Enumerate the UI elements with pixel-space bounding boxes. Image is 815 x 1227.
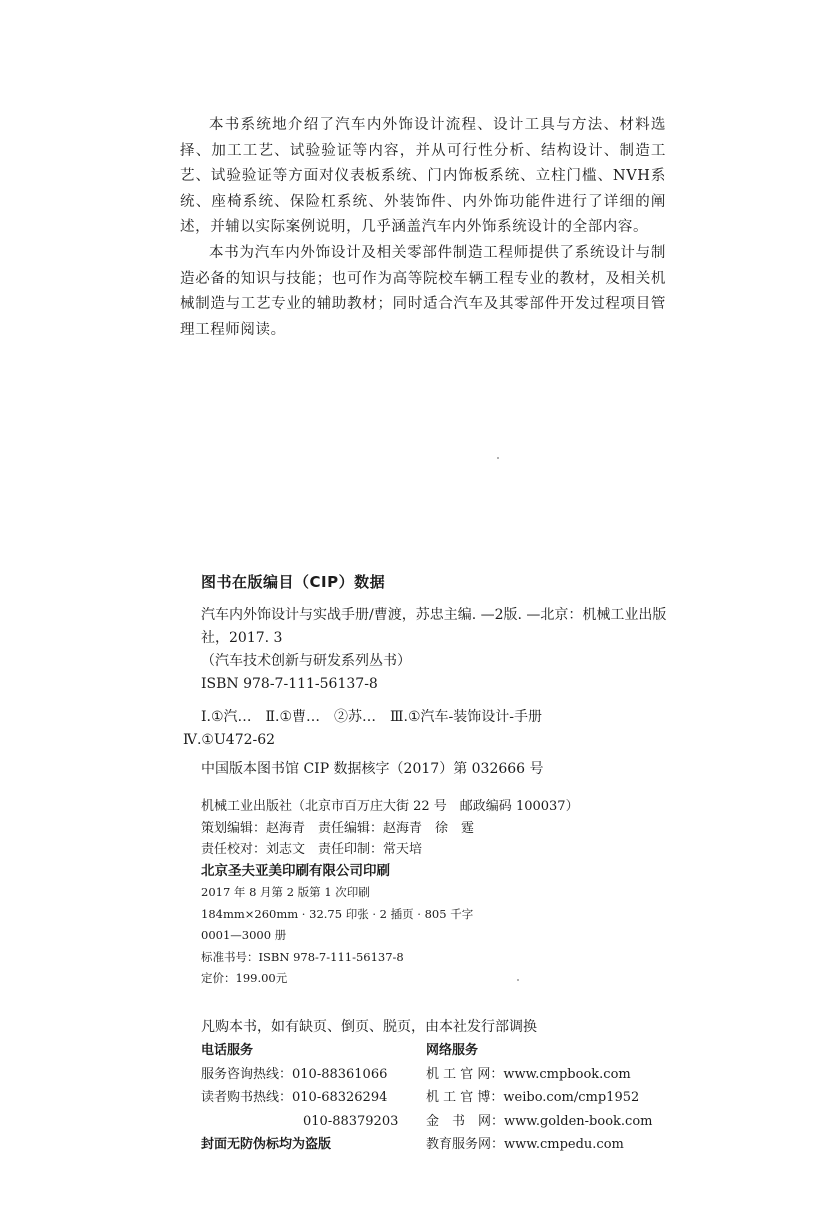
- anti-piracy-notice: 封面无防伪标均为盗版: [201, 1137, 332, 1152]
- cip-classification-1: Ⅰ.①汽… Ⅱ.①曹… ②苏… Ⅲ.①汽车-装饰设计-手册: [201, 709, 543, 725]
- web-service-heading: 网络服务: [426, 1043, 479, 1058]
- cip-heading: 图书在版编目（CIP）数据: [201, 573, 386, 591]
- editors-line: 策划编辑：赵海青 责任编辑：赵海青 徐 霆: [201, 820, 475, 836]
- cip-series: （汽车技术创新与研发系列丛书）: [201, 653, 411, 669]
- price-line: 定价：199.00元: [201, 971, 288, 985]
- cip-record-number: 中国版本图书馆 CIP 数据核字（2017）第 032666 号: [201, 761, 544, 777]
- format-line: 184mm×260mm · 32.75 印张 · 2 插页 · 805 千字: [201, 906, 474, 921]
- scan-speck: [497, 457, 499, 459]
- cip-data-block: [183, 604, 667, 781]
- official-weibo: 机 工 官 博：weibo.com/cmp1952: [426, 1090, 640, 1105]
- publication-details: [201, 796, 579, 990]
- purchase-hotline-2: 010-88379203: [303, 1113, 399, 1129]
- replacement-notice: 凡购本书，如有缺页、倒页、脱页，由本社发行部调换: [201, 1019, 537, 1035]
- copies-line: 0001—3000 册: [201, 928, 287, 942]
- web-service-column: [426, 1039, 652, 1157]
- publisher-line: 机械工业出版社（北京市百万庄大街 22 号 邮政编码 100037）: [201, 799, 579, 814]
- purchase-hotline: 读者购书热线：010-68326294: [201, 1090, 388, 1105]
- education-service-site: 教育服务网：www.cmpedu.com: [426, 1137, 624, 1152]
- intro-paragraph-2: 本书为汽车内外饰设计及相关零部件制造工程师提供了系统设计与制造必备的知识与技能；也可作为高等院校车辆工程专业的教材，及相关机械制造与工艺专业的辅助教材；同时适合汽车及其零部件开发过程项目管理工程师阅读。: [180, 244, 666, 338]
- proofreader-line: 责任校对：刘志文 责任印制：常天培: [201, 842, 423, 857]
- book-introduction: [180, 113, 666, 343]
- cip-classification-2: Ⅳ.①U472-62: [183, 732, 276, 748]
- scan-speck: [517, 979, 519, 981]
- cip-isbn: ISBN 978-7-111-56137-8: [201, 676, 378, 692]
- golden-book-site: 金 书 网：www.golden-book.com: [426, 1113, 653, 1129]
- official-website: 机 工 官 网：www.cmpbook.com: [426, 1066, 631, 1082]
- standard-isbn-line: 标准书号：ISBN 978-7-111-56137-8: [201, 949, 404, 964]
- intro-paragraph-1: 本书系统地介绍了汽车内外饰设计流程、设计工具与方法、材料选择、加工工艺、试验验证等内容，并从可行性分析、结构设计、制造工艺、试验验证等方面对仪表板系统、门内饰板系统、立柱门槛、NVH系统、座椅系统、保险杠系统、外装饰件、内外饰功能件进行了详细的阐述，并辅以实际案例说明，几乎涵盖汽车内外饰系统设计的全部内容。: [180, 117, 666, 236]
- reader-service: [201, 1015, 661, 1152]
- cip-bibliographic-line: 汽车内外饰设计与实战手册/曹渡，苏忠主编. —2版. —北京：机械工业出版社，2017. 3: [201, 607, 667, 646]
- edition-line: 2017 年 8 月第 2 版第 1 次印刷: [201, 885, 370, 899]
- phone-service-column: [201, 1039, 398, 1157]
- phone-service-heading: 电话服务: [201, 1043, 254, 1058]
- consult-hotline: 服务咨询热线：010-88361066: [201, 1066, 388, 1082]
- printer-line: 北京圣夫亚美印刷有限公司印刷: [201, 862, 390, 879]
